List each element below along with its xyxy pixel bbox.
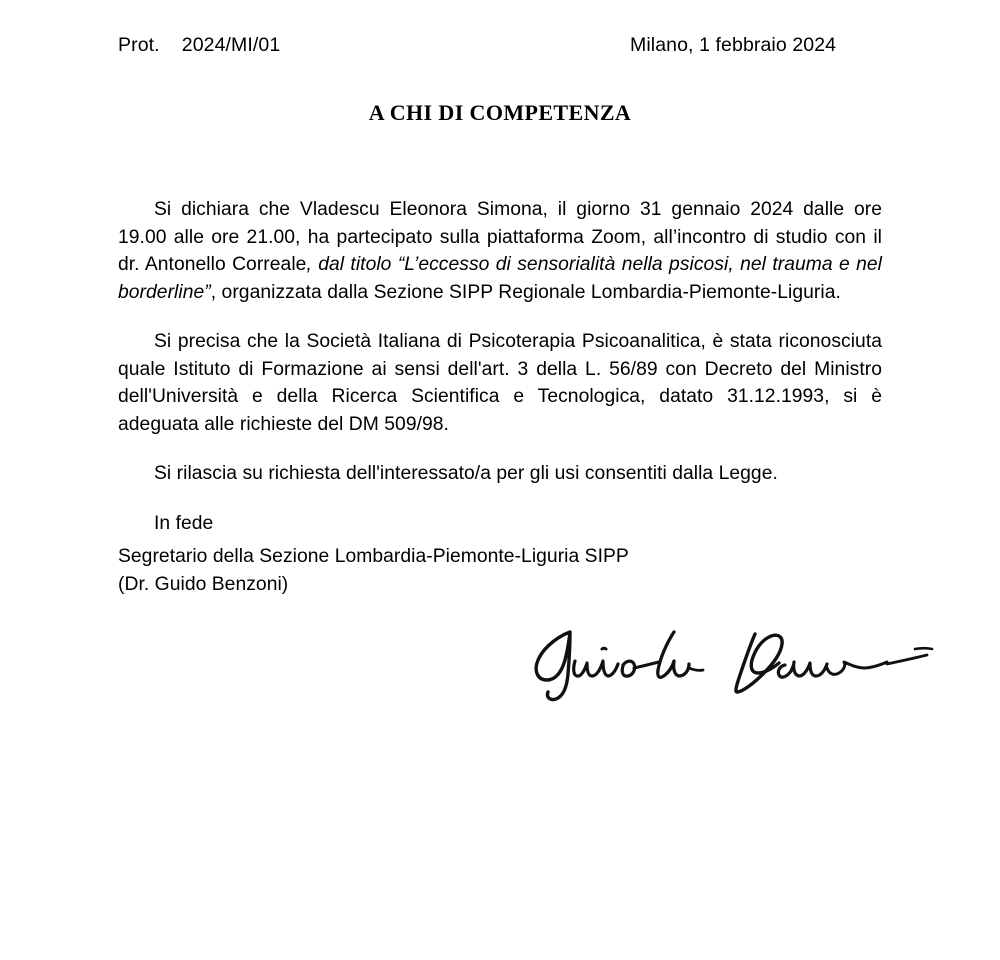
handwritten-signature-strokes xyxy=(523,618,953,703)
document-header xyxy=(118,34,882,60)
document-body xyxy=(118,196,882,559)
place-and-date: Milano, 1 febbraio 2024 xyxy=(630,34,837,56)
handwritten-signature xyxy=(523,618,953,703)
signature-text-block xyxy=(118,543,882,598)
paragraph-accreditation: Si precisa che la Società Italiana di Psicoterapia Psicoanalitica, è stata riconosciuta quale Istituto di Formazione ai sensi dell'art. 3 della L. 56/89 con Decreto del Ministro dell'Università e della Ricerca Scientifica e Tecnologica, datato 31.12.1993, si è adeguata alle richieste del DM 509/98. xyxy=(118,331,882,435)
document-title: A CHI DI COMPETENZA xyxy=(368,100,632,125)
paragraph-declaration-text-2: , organizzata dalla Sezione SIPP Regionale Lombardia-Piemonte-Liguria. xyxy=(210,281,841,303)
protocol-number: Prot. 2024/MI/01 xyxy=(118,34,281,56)
signatory-role: Segretario della Sezione Lombardia-Piemonte-Liguria SIPP xyxy=(118,546,629,567)
paragraph-declaration-title-italic: , dal titolo “L’eccesso di sensorialità nella psicosi, nel trauma e nel borderline” xyxy=(118,254,882,303)
signatory-name: (Dr. Guido Benzoni) xyxy=(118,573,289,595)
paragraph-in-fede: In fede xyxy=(154,512,214,534)
paragraph-release: Si rilascia su richiesta dell'interessato/a per gli usi consentiti dalla Legge. xyxy=(154,463,778,484)
paragraph-declaration xyxy=(118,196,882,306)
paragraph-declaration-text-1: Si dichiara che Vladescu Eleonora Simona, il giorno 31 gennaio 2024 dalle ore 19.00 alle ore 21.00, ha partecipato sulla piattaforma Zoom, all’incontro di studio con il dr. Antonello Correale xyxy=(118,199,882,275)
